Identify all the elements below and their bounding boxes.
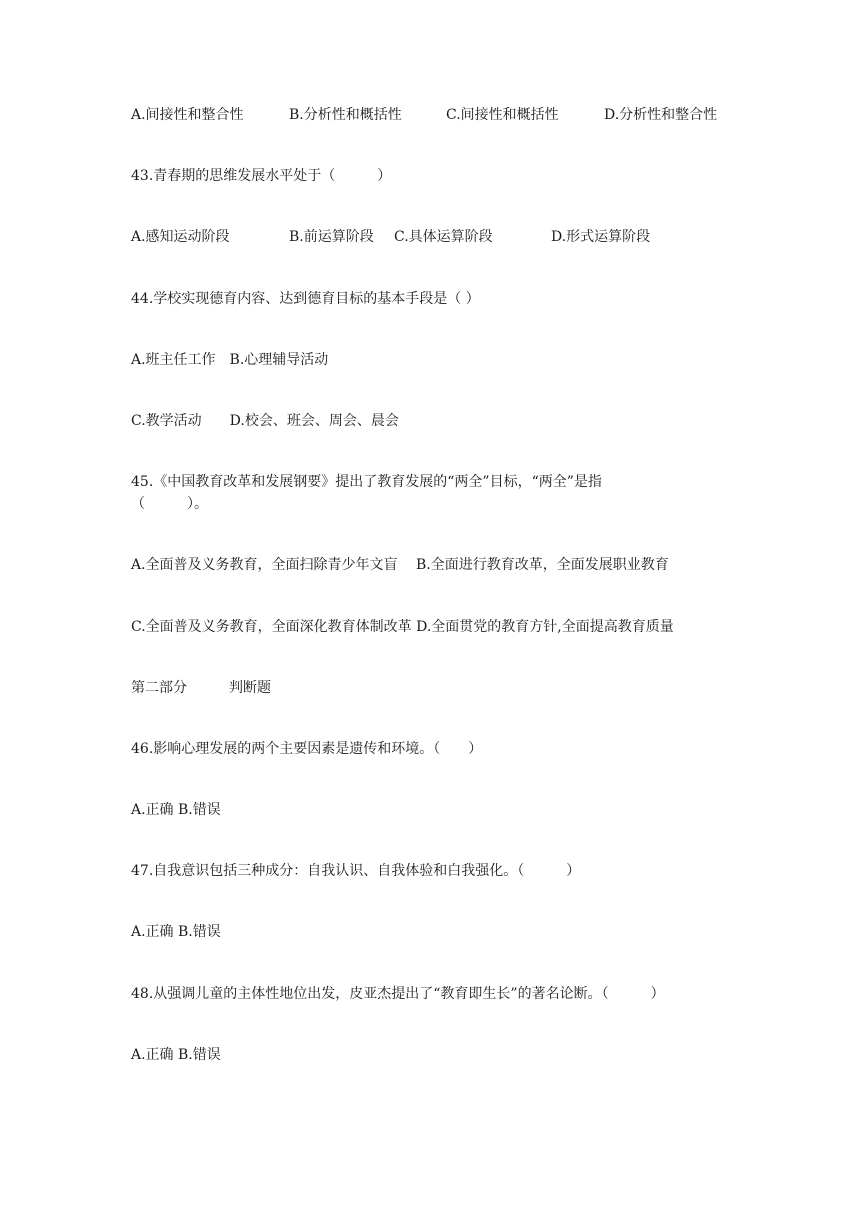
q45-options-ab: A.全面普及义务教育，全面扫除青少年文盲 B.全面进行教育改革，全面发展职业教育 (131, 557, 669, 573)
q42-option-b: B.分析性和概括性 (289, 107, 402, 123)
q46-options: A.正确 B.错误 (131, 802, 221, 818)
q45-options-cd: C.全面普及义务教育，全面深化教育体制改革 D.全面贯党的教育方针,全面提高教育质量 (131, 619, 674, 635)
q47-options: A.正确 B.错误 (131, 924, 221, 940)
q43-option-b: B.前运算阶段 (289, 229, 374, 245)
q43-option-c: C.具体运算阶段 (394, 229, 493, 245)
q45-stem-line1: 45.《中国教育改革和发展钢要》提出了教育发展的“两全”目标，“两全”是指 (131, 474, 602, 490)
q48-options: A.正确 B.错误 (131, 1047, 221, 1063)
q43-option-a: A.感知运动阶段 (131, 229, 230, 245)
q42-option-d: D.分析性和整合性 (604, 107, 718, 123)
q44-options-cd: C.教学活动 D.校会、班会、周会、晨会 (131, 413, 399, 429)
q43-stem: 43.青春期的思维发展水平处于（ ） (131, 168, 392, 184)
q44-options-ab: A.班主任工作 B.心理辅导活动 (131, 352, 329, 368)
q44-stem: 44.学校实现德育内容、达到德育目标的基本手段是（ ） (131, 291, 480, 307)
q42-option-c: C.间接性和概括性 (446, 107, 559, 123)
section-heading: 第二部分 判断题 (131, 680, 271, 696)
q42-option-a: A.间接性和整合性 (131, 107, 244, 123)
q47-stem: 47.自我意识包括三种成分：自我认识、自我体验和白我强化。（ ） (131, 863, 581, 879)
q46-stem: 46.影响心理发展的两个主要因素是遗传和环境。（ ） (131, 741, 483, 757)
q43-option-d: D.形式运算阶段 (551, 229, 651, 245)
q48-stem: 48.从强调儿童的主体性地位出发，皮亚杰提出了“教育即生长”的著名论断。（ ） (131, 986, 665, 1002)
q45-stem-line2: （ ）。 (131, 496, 208, 512)
